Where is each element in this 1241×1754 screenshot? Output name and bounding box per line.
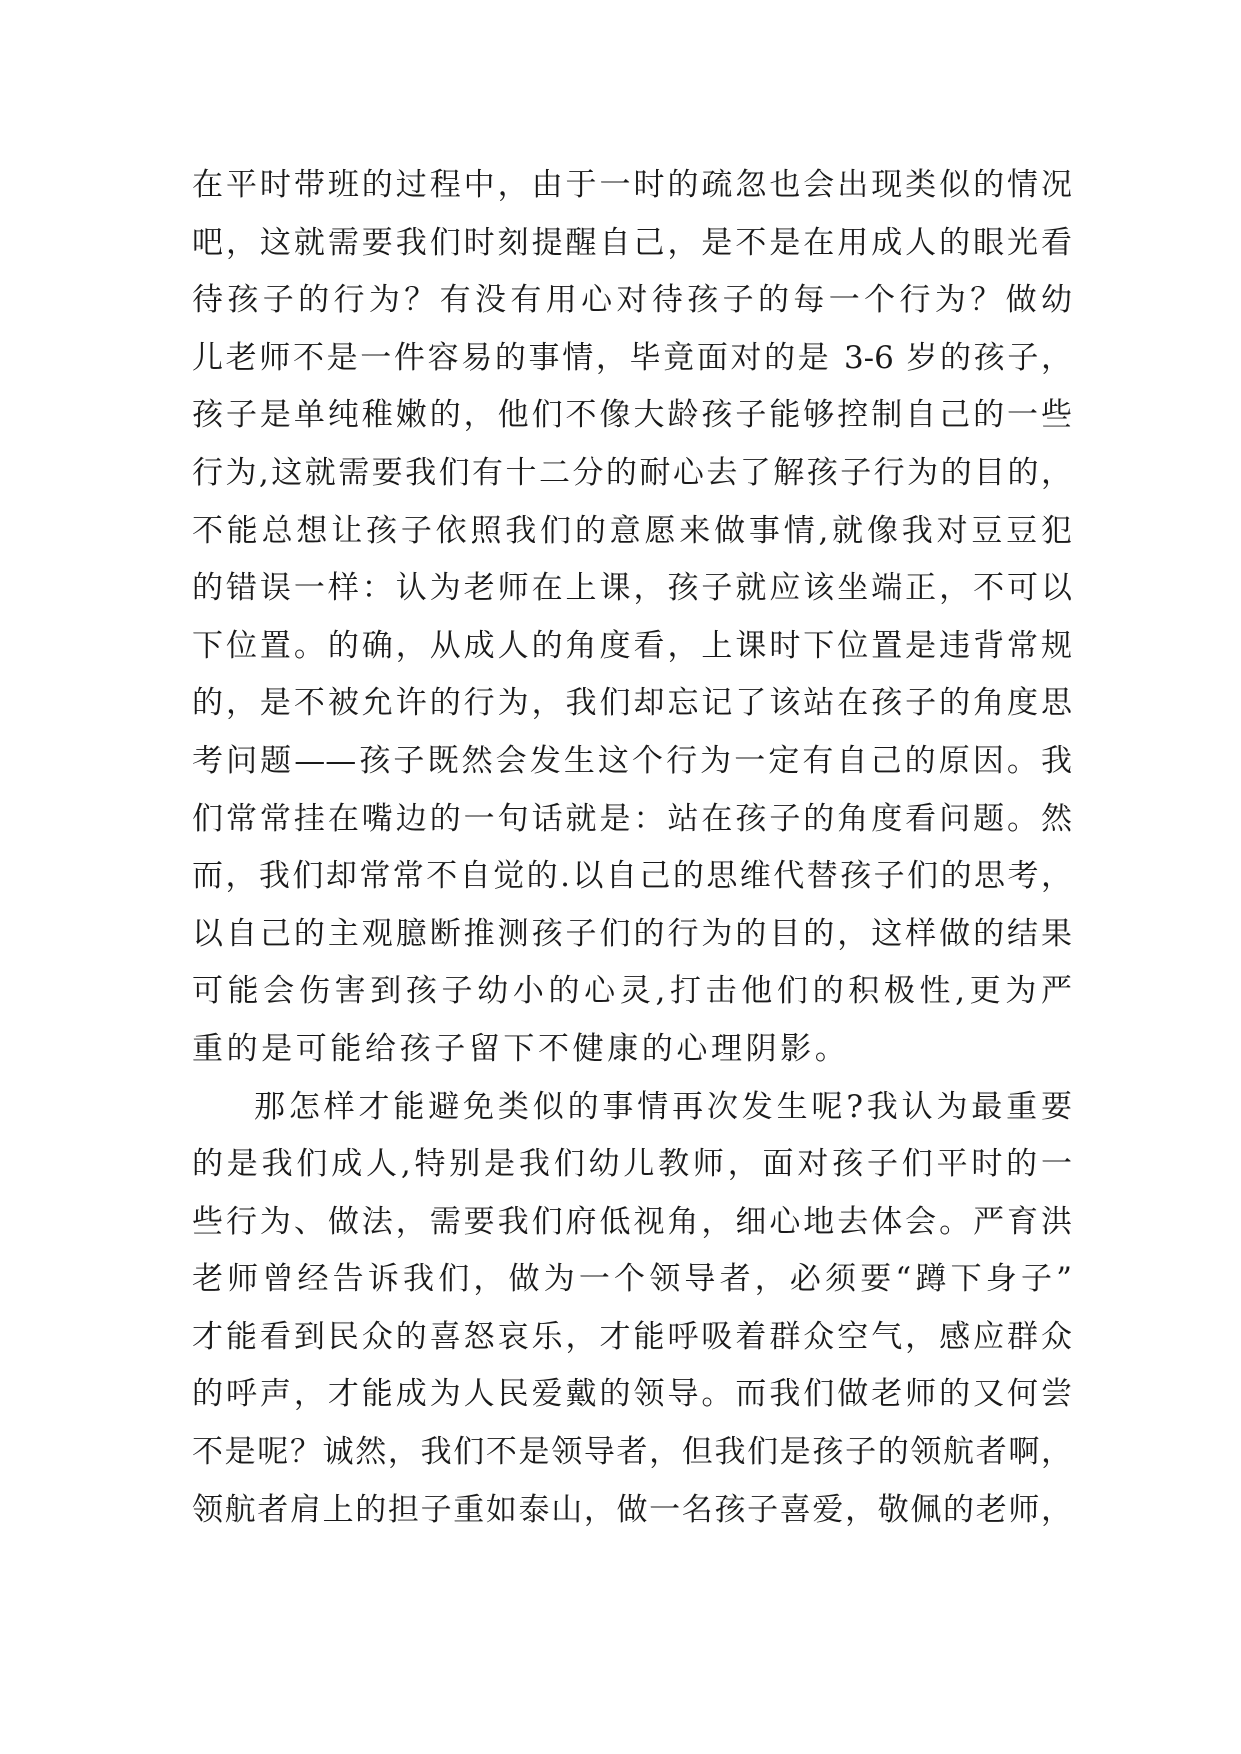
text-line: 下位置。的确，从成人的角度看，上课时下位置是违背常规 bbox=[192, 627, 1072, 664]
text-line: 才能看到民众的喜怒哀乐，才能呼吸着群众空气，感应群众 bbox=[192, 1318, 1072, 1355]
text-line: 吧，这就需要我们时刻提醒自己，是不是在用成人的眼光看 bbox=[192, 224, 1072, 261]
text-line: 以自己的主观臆断推测孩子们的行为的目的，这样做的结果 bbox=[192, 915, 1072, 952]
text-line: 些行为、做法，需要我们府低视角，细心地去体会。严育洪 bbox=[192, 1203, 1072, 1240]
text-line: 的，是不被允许的行为，我们却忘记了该站在孩子的角度思 bbox=[192, 685, 1072, 722]
text-line: 老师曾经告诉我们，做为一个领导者，必须要“蹲下身子” bbox=[192, 1261, 1072, 1298]
text-line: 的呼声，才能成为人民爱戴的领导。而我们做老师的又何尝 bbox=[192, 1376, 1072, 1413]
text-line: 不能总想让孩子依照我们的意愿来做事情,就像我对豆豆犯 bbox=[192, 512, 1072, 549]
text-line: 行为,这就需要我们有十二分的耐心去了解孩子行为的目的， bbox=[192, 454, 1072, 491]
text-line: 的错误一样：认为老师在上课，孩子就应该坐端正，不可以 bbox=[192, 570, 1072, 607]
text-line: 们常常挂在嘴边的一句话就是：站在孩子的角度看问题。然 bbox=[192, 800, 1072, 837]
body-text bbox=[192, 157, 1072, 1539]
text-line: 在平时带班的过程中，由于一时的疏忽也会出现类似的情况 bbox=[192, 167, 1072, 203]
text-line: 的是我们成人,特别是我们幼儿教师，面对孩子们平时的一 bbox=[192, 1146, 1072, 1183]
text-line: 可能会伤害到孩子幼小的心灵,打击他们的积极性,更为严 bbox=[192, 973, 1072, 1010]
text-line: 儿老师不是一件容易的事情，毕竟面对的是 3-6 岁的孩子， bbox=[192, 339, 1072, 376]
text-line: 考问题——孩子既然会发生这个行为一定有自己的原因。我 bbox=[192, 742, 1072, 779]
paragraph-start-line: 那怎样才能避免类似的事情再次发生呢?我认为最重要 bbox=[254, 1088, 1072, 1125]
text-line: 领航者肩上的担子重如泰山，做一名孩子喜爱，敬佩的老师， bbox=[192, 1491, 1072, 1528]
text-line: 孩子是单纯稚嫩的，他们不像大龄孩子能够控制自己的一些 bbox=[192, 397, 1072, 434]
text-line: 待孩子的行为？有没有用心对待孩子的每一个行为？做幼 bbox=[192, 282, 1072, 319]
text-line: 而，我们却常常不自觉的.以自己的思维代替孩子们的思考， bbox=[192, 858, 1072, 895]
text-line: 不是呢？诚然，我们不是领导者，但我们是孩子的领航者啊， bbox=[192, 1434, 1072, 1471]
paragraph-end-line: 重的是可能给孩子留下不健康的心理阴影。 bbox=[192, 1030, 850, 1067]
